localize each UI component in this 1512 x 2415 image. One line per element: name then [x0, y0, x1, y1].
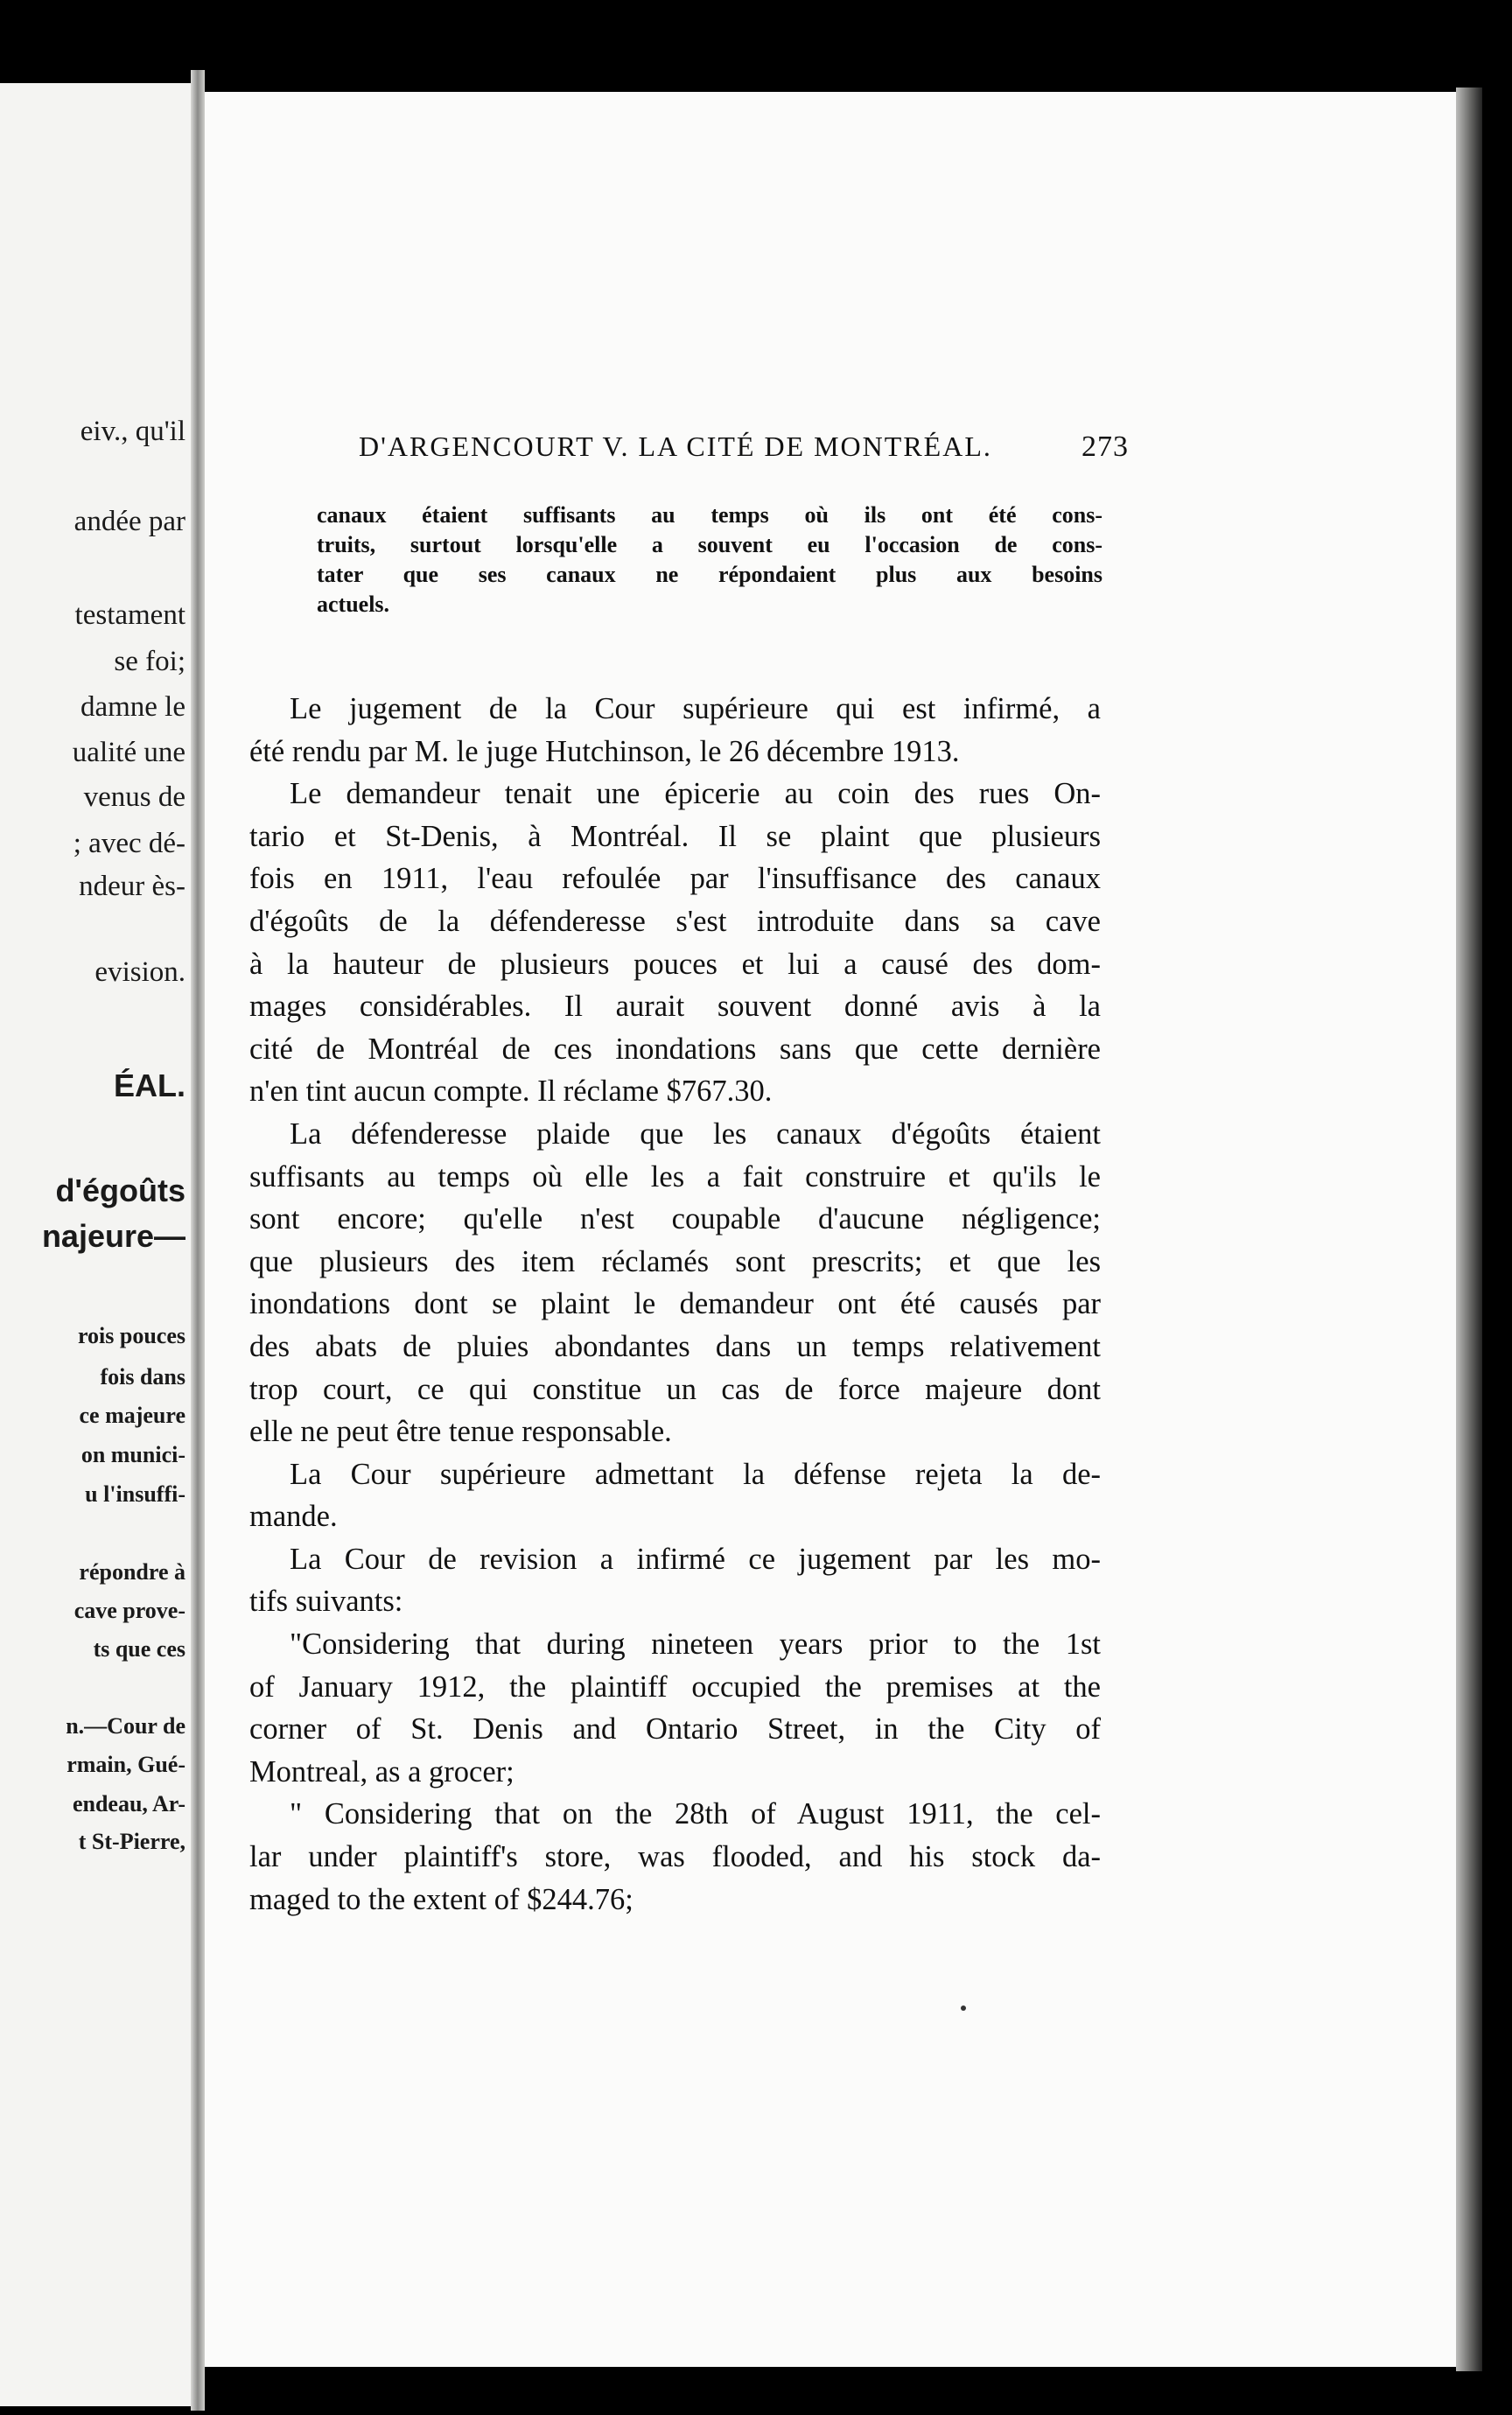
facing-page-text-fragment: ÉAL.	[113, 1068, 186, 1103]
running-title: D'ARGENCOURT V. LA CITÉ DE MONTRÉAL.	[359, 430, 992, 462]
text-line: suffisants au temps où elle les a fait construire et qu'ils le	[249, 1159, 1101, 1194]
text-line: Le demandeur tenait une épicerie au coin des rues On-	[290, 777, 1101, 811]
facing-page-text-fragment: endeau, Ar-	[72, 1791, 186, 1816]
text-line: n'en tint aucun compte. Il réclame $767.30.	[249, 1074, 773, 1109]
paragraph	[249, 1623, 1101, 1793]
summary-line: canaux étaient suffisants au temps où ils ont été cons-	[317, 502, 1102, 528]
text-line: lar under plaintiff's store, was flooded, and his stock da-	[249, 1840, 1101, 1874]
text-line: fois en 1911, l'eau refoulée par l'insuffisance des canaux	[249, 862, 1101, 896]
facing-page-text-fragment: d'égoûts	[55, 1172, 186, 1208]
text-line: tario et St-Denis, à Montréal. Il se plaint que plusieurs	[249, 819, 1101, 853]
text-line: d'égoûts de la défenderesse s'est introduite dans sa cave	[249, 904, 1101, 938]
text-line: trop court, ce qui constitue un cas de force majeure dont	[249, 1372, 1101, 1406]
facing-page-text-fragment: se foi;	[114, 646, 186, 677]
text-line: été rendu par M. le juge Hutchinson, le 26 décembre 1913.	[249, 734, 960, 768]
facing-page-text-fragment: rmain, Gué-	[66, 1752, 186, 1777]
facing-page-text-fragment: cave prove-	[74, 1598, 186, 1623]
text-line: of January 1912, the plaintiff occupied the premises at the	[249, 1670, 1101, 1704]
facing-page-text-fragment: andée par	[74, 506, 186, 537]
facing-page-text-fragment: venus de	[83, 781, 186, 813]
body-text	[249, 688, 1101, 1921]
paragraph	[249, 1113, 1101, 1453]
text-line: La Cour supérieure admettant la défense rejeta la de-	[290, 1457, 1101, 1491]
paragraph	[249, 688, 1101, 773]
text-line: " Considering that on the 28th of August 1911, the cel-	[290, 1797, 1101, 1831]
text-line: corner of St. Denis and Ontario Street, in the City of	[249, 1712, 1101, 1746]
facing-page-text-fragment: répondre à	[79, 1559, 186, 1585]
facing-page-text-fragment: eiv., qu'il	[80, 416, 186, 447]
facing-page-text-fragment: t St-Pierre,	[78, 1829, 186, 1854]
facing-page-text-fragment: najeure—	[41, 1218, 186, 1254]
paragraph	[249, 773, 1101, 1113]
paragraph	[249, 1453, 1101, 1538]
facing-page-fragment	[0, 83, 198, 2406]
facing-page-text-fragment: ce majeure	[79, 1403, 186, 1428]
facing-page-text-fragment: damne le	[80, 691, 186, 723]
text-line: à la hauteur de plusieurs pouces et lui a causé des dom-	[249, 947, 1101, 981]
text-line: "Considering that during nineteen years prior to the 1st	[290, 1628, 1101, 1662]
book-gutter	[191, 70, 205, 2411]
running-header	[359, 430, 1129, 464]
paragraph	[249, 1538, 1101, 1623]
text-line: mages considérables. Il aurait souvent donné avis à la	[249, 990, 1101, 1024]
text-line: La Cour de revision a infirmé ce jugement par les mo-	[290, 1542, 1101, 1576]
facing-page-text-fragment: ts que ces	[93, 1636, 186, 1662]
ink-speck	[961, 2006, 966, 2011]
facing-page-text-fragment: ; avec dé-	[73, 828, 186, 859]
page-number: 273	[1082, 430, 1129, 463]
text-line: elle ne peut être tenue responsable.	[249, 1415, 672, 1449]
summary-line: tater que ses canaux ne répondaient plus aux besoins	[317, 562, 1102, 587]
page-edge-shadow	[1456, 88, 1482, 2371]
text-line: sont encore; qu'elle n'est coupable d'aucune négligence;	[249, 1202, 1101, 1236]
text-line: La défenderesse plaide que les canaux d'égoûts étaient	[290, 1116, 1101, 1151]
text-line: Montreal, as a grocer;	[249, 1754, 514, 1788]
facing-page-text-fragment: fois dans	[100, 1364, 186, 1390]
facing-page-text-fragment: ualité une	[72, 737, 186, 768]
text-line: maged to the extent of $244.76;	[249, 1882, 634, 1916]
text-line: cité de Montréal de ces inondations sans que cette dernière	[249, 1032, 1101, 1066]
facing-page-text-fragment: u l'insuffi-	[85, 1481, 186, 1507]
text-line: tifs suivants:	[249, 1585, 403, 1619]
text-line: Le jugement de la Cour supérieure qui est infirmé, a	[290, 692, 1101, 725]
text-line: que plusieurs des item réclamés sont prescrits; et que les	[249, 1244, 1101, 1278]
summary-line: truits, surtout lorsqu'elle a souvent eu l'occasion de cons-	[317, 532, 1102, 557]
text-line: mande.	[249, 1500, 338, 1534]
facing-page-text-fragment: on munici-	[80, 1442, 186, 1467]
headnote-summary	[317, 500, 1102, 620]
facing-page-text-fragment: ndeur ès-	[79, 871, 186, 902]
summary-line: actuels.	[317, 592, 390, 617]
facing-page-text-fragment: n.—Cour de	[66, 1713, 186, 1739]
facing-page-text-fragment: evision.	[94, 956, 186, 988]
facing-page-text-fragment: testament	[74, 599, 186, 631]
text-line: des abats de pluies abondantes dans un temps relativement	[249, 1329, 1101, 1363]
paragraph	[249, 1793, 1101, 1921]
facing-page-text-fragment: rois pouces	[77, 1323, 186, 1348]
text-line: inondations dont se plaint le demandeur ont été causés par	[249, 1287, 1101, 1321]
